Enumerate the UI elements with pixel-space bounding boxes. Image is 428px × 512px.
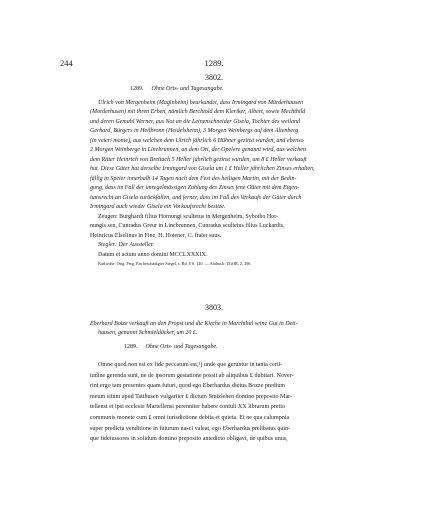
seal-line: Siegler: Der Aussteller. (98, 242, 155, 249)
body-line: Omne quod non est ex fide peccatum est,¹) unde que geruntur in tanta certi- (98, 362, 283, 368)
document-number-2: 3803. (205, 303, 223, 312)
running-year: 1289. (204, 58, 224, 68)
witness-line: Zeugen: Burghardt filius Hornungi scultetus in Mergenheim, Sybotho Hor- (98, 214, 279, 220)
source-note (90, 260, 358, 267)
witness-line: Heinricus Elselinus in Fine, H. Hotener, C. frater suus. (90, 232, 222, 239)
summary-line: fällig in Speier innerhalb 14 Tagen nach dem Fest des heiligen Martin, mit der Bedin- (90, 175, 297, 182)
summary-line: dem Ritter Heinrich von Brettach 5 Heller jährlich gezinst wurden, um 8 ₤ Heller verkauft (90, 156, 307, 163)
summary-line: Irmingard auch wieder Gisela ein Vorkaufsrecht besitze. (90, 203, 226, 210)
summary-line: und deren Gemahl Werner, aus Not an die Leinenschneider Gisela, Tochter des weiland (90, 118, 300, 125)
body-line: que fideiussores in solidum domino preposito antedicto obligavi, de quibus unus, (90, 436, 288, 443)
summary-line: Eberhard Botze verkauft an den Propst und die Kirche in Marchthal seine Gut in Dett- (90, 321, 298, 327)
summary-line: (in veteri monte), aus welchen dem Ulrich jährlich 6 Hühner gezinst wurden, und ebenso (90, 137, 304, 144)
body-line: super predicta venditione in futurum nasci valeat, ego Eberhardus prelibatus quin- (90, 425, 291, 432)
body-line: meum situm apud Tatthusen vulgariter ₤ dictum Smizlehen domino preposito Mar- (90, 393, 293, 400)
document-year-2: 1289. (124, 344, 138, 350)
summary-line: Ulrich von Mergenheim (Maginheim) beurkundet, dass Irmingard von Mürderhausen (98, 100, 304, 106)
place-note-2: Ohne Orts- und Tagesangabe. (145, 344, 218, 350)
summary-line: 2 Morgen Weinberge in Lincbrunnen, an dem Ort, der Opelere genannt wird, aus welchen (90, 147, 306, 154)
summary-line: hausen, genannt Schmieldäcker, um 20 ₤. (98, 330, 198, 337)
date-place-line-2 (124, 344, 218, 350)
document-year: 1289. (130, 86, 144, 92)
page-number: 244 (60, 58, 73, 68)
document-number: 3802. (205, 73, 223, 82)
witnesses (90, 213, 358, 260)
summary-line: tumsrecht an Gisela zurückfallen, und ferner, dass im Fall des Verkaufs der Güter durch (90, 194, 302, 201)
body-line: rint ergo tam presentes quam futuri, quod ego Eberhardus dictus Bozze predium (90, 383, 286, 390)
summary-line: Gerhard, Bürgers in Heilbronn (Heidelsheim), 3 Morgen Weinbergs auf dem Altenberg (90, 128, 299, 135)
summary-line: hat. Diese Güter hat derselbe Irmingard von Gisela um 1 ₤ Heller jährlichen Zinses erhalten, (90, 166, 315, 173)
summary-line: gung, dass im Fall der unregelmässigen Zahlung des Zinses jene Güter mit dem Eigen- (90, 185, 300, 192)
source-line: Karlsruhe. Orig. Perg. Ein beschädigtes Siegel, s. Bd. 8 S. 140. — Abdruck: ZGOR. 2, 290. (98, 261, 252, 266)
place-note: Ohne Orts- und Tagesangabe. (151, 86, 224, 92)
body-line: tellensi et ipsi ecclesie Martellensi perenniter habere contuli XX librarum pretio (90, 404, 285, 411)
body-line: communis monete cum ₤ omni iurisdictione debita et quieta. Et ne qua calumpnia (90, 414, 290, 421)
dating-line: Datum et actum anno domini MCCLXXXIX. (98, 251, 208, 258)
document-body-2 (90, 360, 358, 445)
document-summary (90, 99, 358, 212)
witness-line: nungis sen, Cunradus Greur in Lincbrunnen, Cunradus scultetus filius Luckardis, (90, 223, 285, 230)
body-line: tudine gerenda sunt, ne de ipsorum gestatione possit ab aliquibus ₤ dubitari. Nover- (90, 372, 294, 379)
page-header (60, 58, 368, 70)
date-place-line (130, 86, 224, 92)
summary-line: (Morderhusen) mit ihren Erben, nämlich Berchtold dem Kleriker, Albert, sowie Mechthild (90, 109, 306, 116)
document-summary-2 (90, 320, 358, 339)
